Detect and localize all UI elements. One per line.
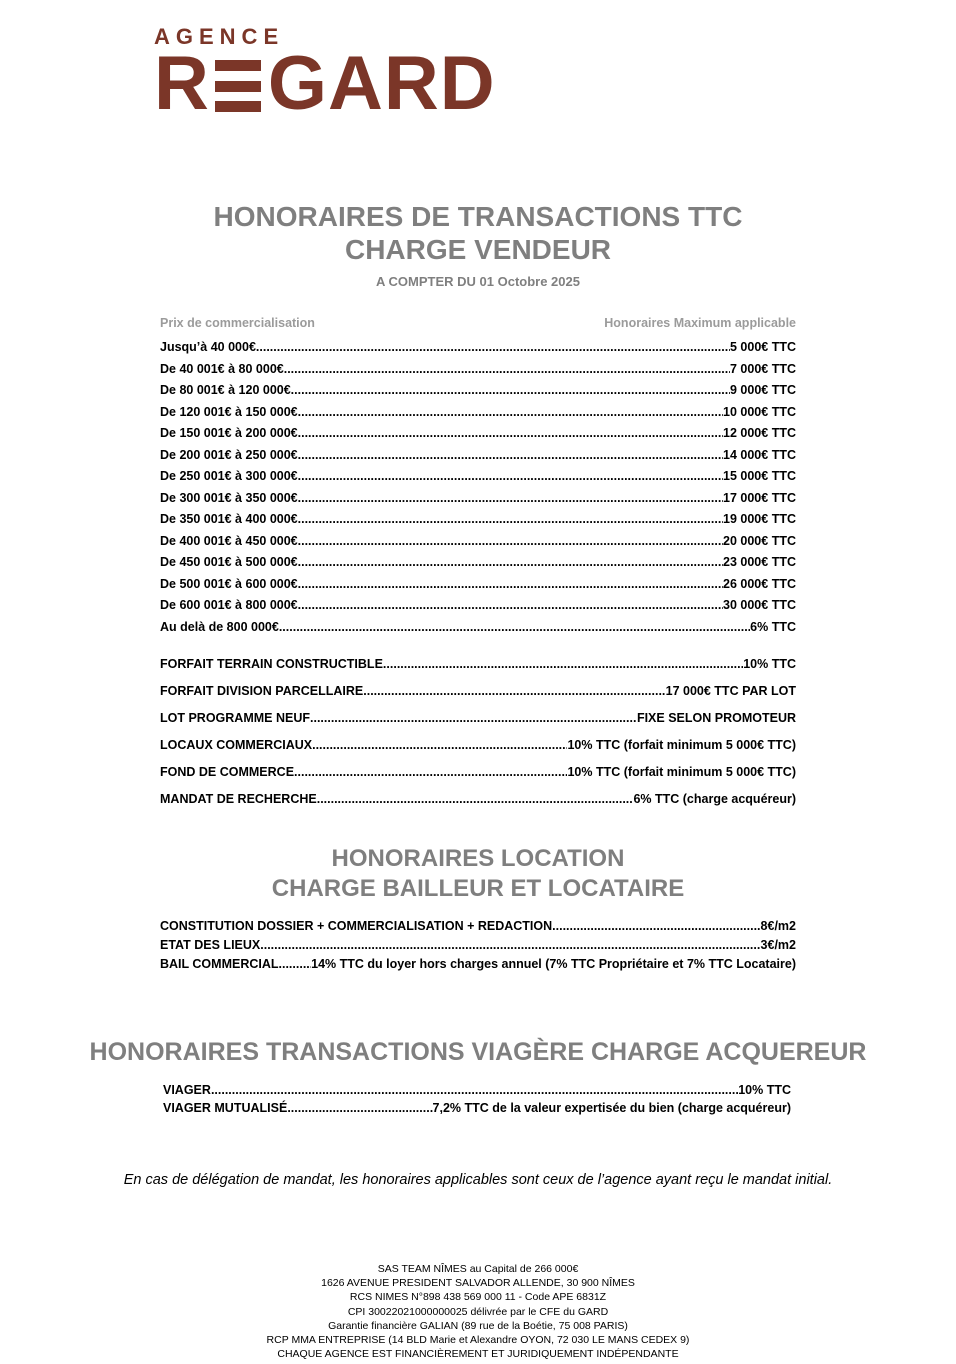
- fee-row: [160, 920, 796, 933]
- fee-label: FORFAIT DIVISION PARCELLAIRE: [160, 684, 364, 698]
- dot-leader: [383, 658, 743, 671]
- column-header-price: Prix de commercialisation: [160, 316, 315, 330]
- fee-label: Au delà de 800 000€: [160, 619, 279, 634]
- delegation-note: En cas de délégation de mandat, les honoraires applicables sont ceux de l’agence ayant reçu le mandat initial.: [123, 1172, 833, 1188]
- fee-label: MANDAT DE RECHERCHE.: [160, 792, 321, 806]
- fee-label: De 500 001€ à 600 000€: [160, 576, 298, 591]
- footer-line: CPI 30022021000000025 délivrée par le CFE du GARD: [347, 1305, 609, 1318]
- fee-row: [160, 492, 796, 505]
- dot-leader: [298, 556, 723, 569]
- effective-date-subtitle: A COMPTER DU 01 Octobre 2025: [376, 274, 580, 289]
- fee-row: [160, 363, 796, 376]
- dot-leader: [552, 920, 760, 933]
- dot-leader: [298, 535, 723, 548]
- fee-value: 19 000€ TTC: [723, 512, 796, 526]
- dot-leader: [256, 341, 730, 354]
- location-fee-table: [160, 920, 796, 977]
- fee-label: De 120 001€ à 150 000€: [160, 404, 298, 419]
- fee-label: LOCAUX COMMERCIAUX: [160, 738, 313, 752]
- dot-leader: [298, 599, 723, 612]
- fee-row: [160, 739, 796, 752]
- footer-line: SAS TEAM NÎMES au Capital de 266 000€: [377, 1263, 579, 1275]
- dot-leader: [291, 384, 730, 397]
- fee-row: [160, 766, 796, 779]
- dot-leader: [294, 766, 567, 779]
- dot-leader: [260, 939, 760, 952]
- fee-label: De 250 001€ à 300 000€: [160, 469, 298, 483]
- fee-label: CONSTITUTION DOSSIER + COMMERCIALISATION + REDACTION: [160, 919, 553, 933]
- fee-row: [160, 685, 796, 698]
- fee-label: De 150 001€ à 200 000€: [160, 426, 298, 440]
- fee-row: [160, 578, 796, 591]
- footer-line: CHAQUE AGENCE EST FINANCIÈREMENT ET JURIDIQUEMENT INDÉPENDANTE: [277, 1348, 679, 1361]
- location-section-header: [0, 844, 956, 904]
- fee-label: Jusqu’à 40 000€: [160, 340, 256, 354]
- dot-leader: [298, 492, 723, 505]
- fee-value: 23 000€ TTC: [723, 555, 796, 569]
- viager-fee-table: [163, 1084, 791, 1119]
- fee-row: [160, 621, 796, 634]
- vendeur-title-line2: CHARGE VENDEUR: [344, 234, 612, 265]
- fee-label: De 300 001€ à 350 000€: [160, 490, 298, 505]
- fee-row: [160, 513, 796, 526]
- fee-value: 10% TTC (forfait minimum 5 000€ TTC): [567, 738, 796, 752]
- dot-leader: [363, 685, 665, 698]
- fee-row: [160, 939, 796, 952]
- vendeur-fee-rows: [160, 341, 796, 634]
- fee-row: [160, 341, 796, 354]
- fee-value: 10% TTC: [738, 1083, 791, 1097]
- fee-row: [163, 1102, 791, 1115]
- fee-value: 8€/m2: [760, 919, 796, 933]
- fee-label: VIAGER MUTUALISÉ: [163, 1100, 288, 1115]
- dot-leader: [298, 427, 723, 440]
- dot-leader: [284, 363, 730, 376]
- dot-leader: [298, 449, 723, 462]
- column-header-fees: Honoraires Maximum applicable: [604, 316, 796, 330]
- fee-label: De 600 001€ à 800 000€: [160, 598, 298, 612]
- fee-row: [160, 599, 796, 612]
- dot-leader: [298, 578, 723, 591]
- dot-leader: [312, 739, 567, 752]
- dot-leader: [320, 793, 633, 806]
- dot-leader: [298, 513, 723, 526]
- logo-letters-gard: GARD: [267, 41, 496, 126]
- vendeur-fee-table: [160, 316, 796, 642]
- fee-label: De 200 001€ à 250 000€: [160, 447, 298, 462]
- fee-row: [160, 470, 796, 483]
- fee-value: FIXE SELON PROMOTEUR: [636, 711, 796, 725]
- fee-row: [160, 427, 796, 440]
- fee-label: BAIL COMMERCIAL: [160, 957, 279, 971]
- fee-label: FORFAIT TERRAIN CONSTRUCTIBLE: [160, 657, 383, 671]
- fee-label: FOND DE COMMERCE: [160, 765, 295, 779]
- fee-row: [163, 1084, 791, 1097]
- footer-line: RCS NIMES N°898 438 569 000 11 - Code APE 6831Z: [349, 1291, 607, 1304]
- fee-label: De 400 001€ à 450 000€: [160, 533, 298, 548]
- fee-value: 6% TTC: [750, 619, 796, 634]
- fee-value: 15 000€ TTC: [723, 469, 796, 483]
- dot-leader: [310, 712, 637, 725]
- fee-label: VIAGER: [163, 1083, 211, 1097]
- logo-agence-text: AGENCE: [154, 24, 285, 49]
- fee-value: 6% TTC (charge acquéreur): [633, 792, 796, 806]
- logo-letter-r: R: [154, 41, 210, 126]
- footer-line: Garantie financière GALIAN (89 rue de la Boétie, 75 008 PARIS): [328, 1319, 628, 1332]
- vendeur-title-line1: HONORAIRES DE TRANSACTIONS TTC: [213, 201, 743, 232]
- location-title-line2: CHARGE BAILLEUR ET LOCATAIRE: [271, 875, 685, 902]
- fee-value: 5 000€ TTC: [729, 340, 796, 354]
- fee-value: 12 000€ TTC: [723, 426, 796, 440]
- fee-table-header: [160, 316, 796, 330]
- fee-row: [160, 658, 796, 671]
- fee-label: LOT PROGRAMME NEUF: [160, 711, 310, 725]
- fee-value: 9 000€ TTC: [729, 383, 796, 397]
- footer-line: RCP MMA ENTREPRISE (14 BLD Marie et Alexandre OYON, 72 030 LE MANS CEDEX 9): [266, 1334, 690, 1347]
- fee-row: [160, 556, 796, 569]
- logo-regard-wordmark: [154, 41, 496, 126]
- fee-row: [160, 712, 796, 725]
- fee-value: 10% TTC (forfait minimum 5 000€ TTC): [567, 765, 796, 779]
- dot-leader: [211, 1084, 738, 1097]
- fee-row: [160, 793, 796, 806]
- fee-value: 14% TTC du loyer hors charges annuel (7% TTC Propriétaire et 7% TTC Locataire): [311, 957, 796, 971]
- fee-label: ETAT DES LIEUX: [160, 938, 261, 952]
- fee-value: 20 000€ TTC: [723, 533, 796, 548]
- agency-logo: [154, 24, 496, 126]
- fee-row: [160, 958, 796, 971]
- vendeur-section-header: [0, 200, 956, 289]
- fee-label: De 40 001€ à 80 000€: [160, 361, 284, 376]
- dot-leader: [298, 470, 723, 483]
- fee-row: [160, 406, 796, 419]
- fee-row: [160, 384, 796, 397]
- fee-value: 7 000€ TTC: [729, 361, 796, 376]
- location-title-line1: HONORAIRES LOCATION: [331, 845, 625, 872]
- fee-value: 7,2% TTC de la valeur expertisée du bien (charge acquéreur): [432, 1100, 791, 1115]
- forfait-fee-table: [160, 658, 796, 820]
- fee-row: [160, 449, 796, 462]
- fee-value: 14 000€ TTC: [723, 447, 796, 462]
- fee-row: [160, 535, 796, 548]
- fee-value: 17 000€ TTC PAR LOT: [665, 684, 796, 698]
- dot-leader: [279, 958, 312, 971]
- fee-value: 17 000€ TTC: [723, 490, 796, 505]
- fee-value: 3€/m2: [760, 938, 796, 952]
- fee-value: 10% TTC: [743, 657, 796, 671]
- dot-leader: [287, 1102, 432, 1115]
- footer-line: 1626 AVENUE PRESIDENT SALVADOR ALLENDE, 30 900 NÎMES: [321, 1277, 635, 1290]
- fee-label: De 450 001€ à 500 000€: [160, 555, 298, 569]
- logo-e-bars-icon: [215, 60, 261, 112]
- fee-value: 26 000€ TTC: [723, 576, 796, 591]
- dot-leader: [298, 406, 723, 419]
- fee-label: De 80 001€ à 120 000€: [160, 383, 291, 397]
- viager-section-header: HONORAIRES TRANSACTIONS VIAGÈRE CHARGE ACQUEREUR: [89, 1038, 867, 1066]
- legal-footer: [0, 1262, 956, 1361]
- fee-value: 30 000€ TTC: [723, 598, 796, 612]
- fee-value: 10 000€ TTC: [723, 404, 796, 419]
- fee-label: De 350 001€ à 400 000€: [160, 512, 298, 526]
- dot-leader: [279, 621, 750, 634]
